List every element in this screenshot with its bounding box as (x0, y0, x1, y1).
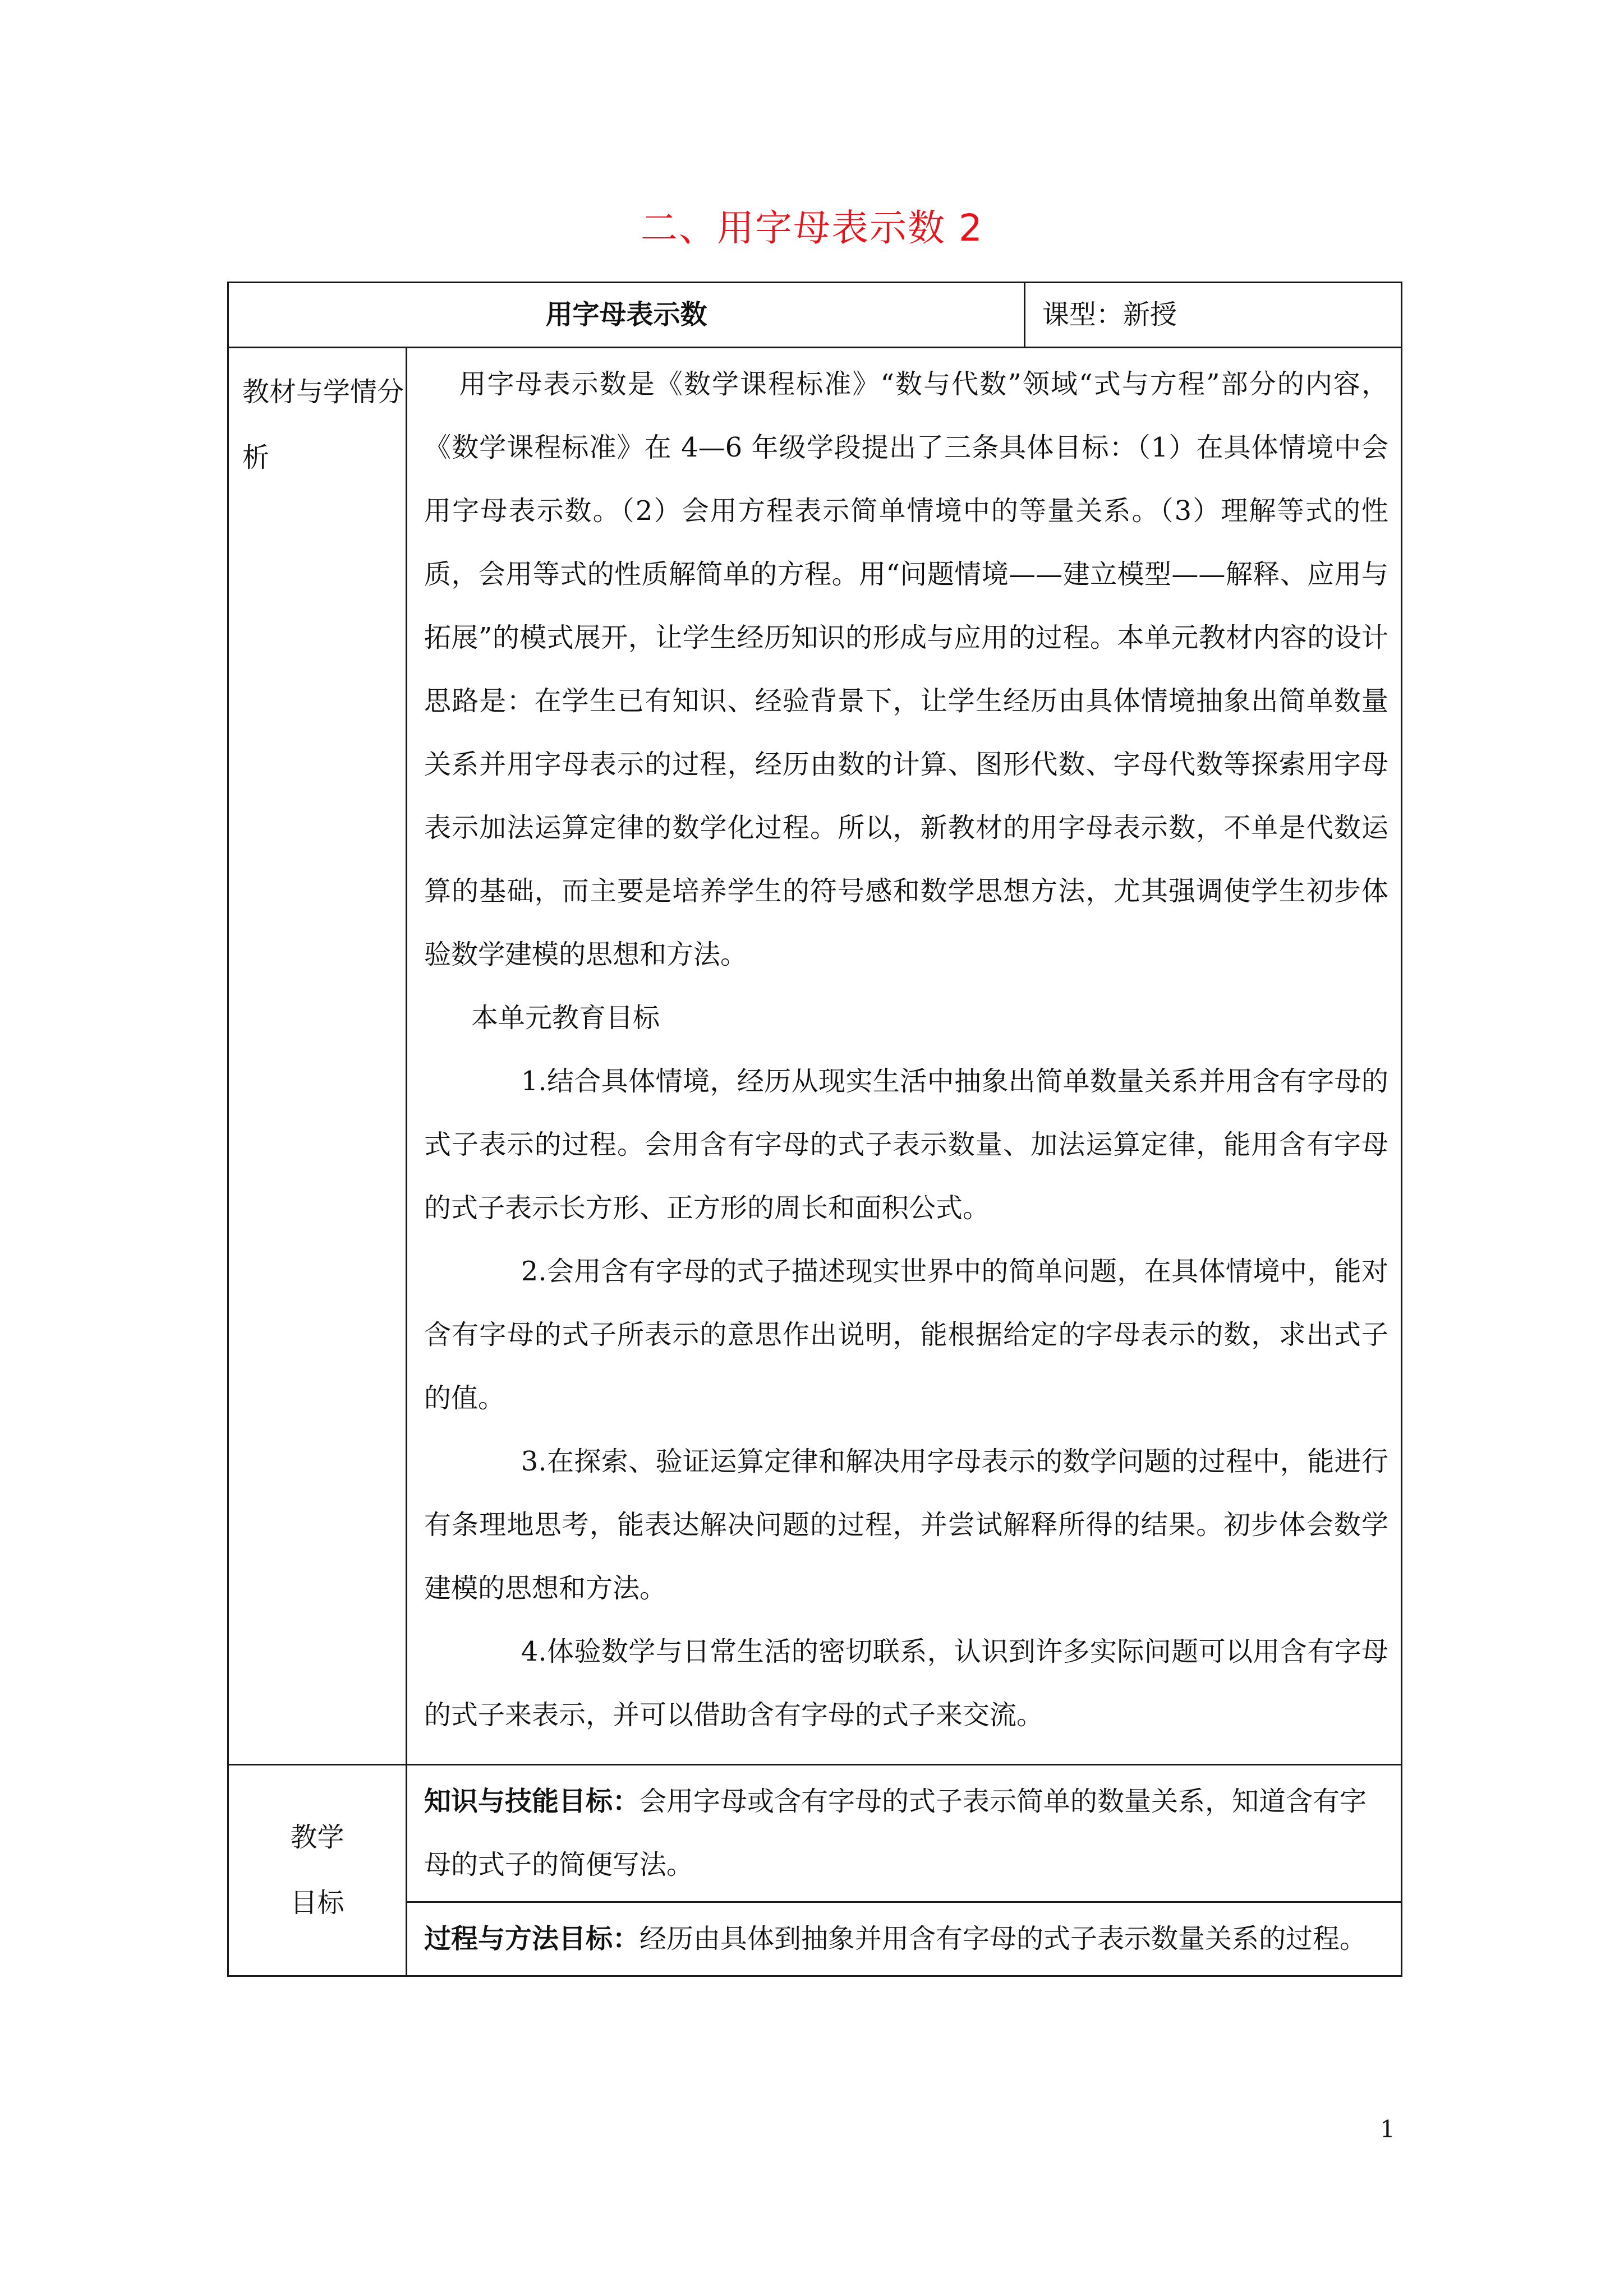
unit-goal-item: 3.在探索、验证运算定律和解决用字母表示的数学问题的过程中，能进行有条理地思考，能表达解决问题的过程，并尝试解释所得的结果。初步体会数学建模的思想和方法。 (424, 1446, 1389, 1604)
knowledge-goal-label: 知识与技能目标： (424, 1786, 640, 1817)
process-goal-text: 经历由具体到抽象并用含有字母的式子表示数量关系的过程。 (640, 1923, 1367, 1954)
process-goal-label: 过程与方法目标： (424, 1923, 640, 1954)
unit-goals-heading: 本单元教育目标 (471, 1002, 660, 1034)
unit-goal-item: 1.结合具体情境，经历从现实生活中抽象出简单数量关系并用含有字母的式子表示的过程。会用含有字母的式子表示数量、加法运算定律，能用含有字母的式子表示长方形、正方形的周长和面积公式。 (424, 1066, 1389, 1224)
teaching-goals-label-text: 教学目标 (290, 1822, 344, 1919)
unit-goal-item: 4.体验数学与日常生活的密切联系，认识到许多实际问题可以用含有字母的式子来表示，并可以借助含有字母的式子来交流。 (424, 1636, 1389, 1731)
teaching-goals-label (228, 1765, 407, 1976)
process-goal-cell (407, 1902, 1402, 1976)
page-number: 1 (1380, 2115, 1395, 2143)
lesson-plan-table (227, 282, 1402, 1977)
knowledge-goal-row (228, 1765, 1402, 1902)
header-lesson-type: 课型：新授 (1025, 283, 1402, 348)
header-topic: 用字母表示数 (228, 283, 1025, 348)
analysis-label: 教材与学情分析 (228, 348, 407, 1765)
analysis-row (228, 348, 1402, 1765)
knowledge-goal-text: 会用字母或含有字母的式子表示简单的数量关系，知道含有字母的式子的简便写法。 (424, 1786, 1367, 1880)
page-title: 二、用字母表示数 2 (641, 206, 983, 250)
analysis-content (407, 348, 1402, 1765)
table-header-row (228, 283, 1402, 348)
knowledge-goal-cell (407, 1765, 1402, 1902)
analysis-intro-paragraph: 用字母表示数是《数学课程标准》“数与代数”领域“式与方程”部分的内容，《数学课程标准》在 4—6 年级学段提出了三条具体目标：（1）在具体情境中会用字母表示数。（2）会用方程表示简单情境中的等量关系。（3）理解等式的性质，会用等式的性质解简单的方程。用“问题情境——建立模型——解释、应用与拓展”的模式展开，让学生经历知识的形成与应用的过程。本单元教材内容的设计思路是：在学生已有知识、经验背景下，让学生经历由具体情境抽象出简单数量关系并用字母表示的过程，经历由数的计算、图形代数、字母代数等探索用字母表示加法运算定律的数学化过程。所以，新教材的用字母表示数，不单是代数运算的基础，而主要是培养学生的符号感和数学思想方法，尤其强调使学生初步体验数学建模的思想和方法。 (424, 368, 1389, 970)
unit-goal-item: 2.会用含有字母的式子描述现实世界中的简单问题，在具体情境中，能对含有字母的式子所表示的意思作出说明，能根据给定的字母表示的数，求出式子的值。 (424, 1256, 1389, 1414)
